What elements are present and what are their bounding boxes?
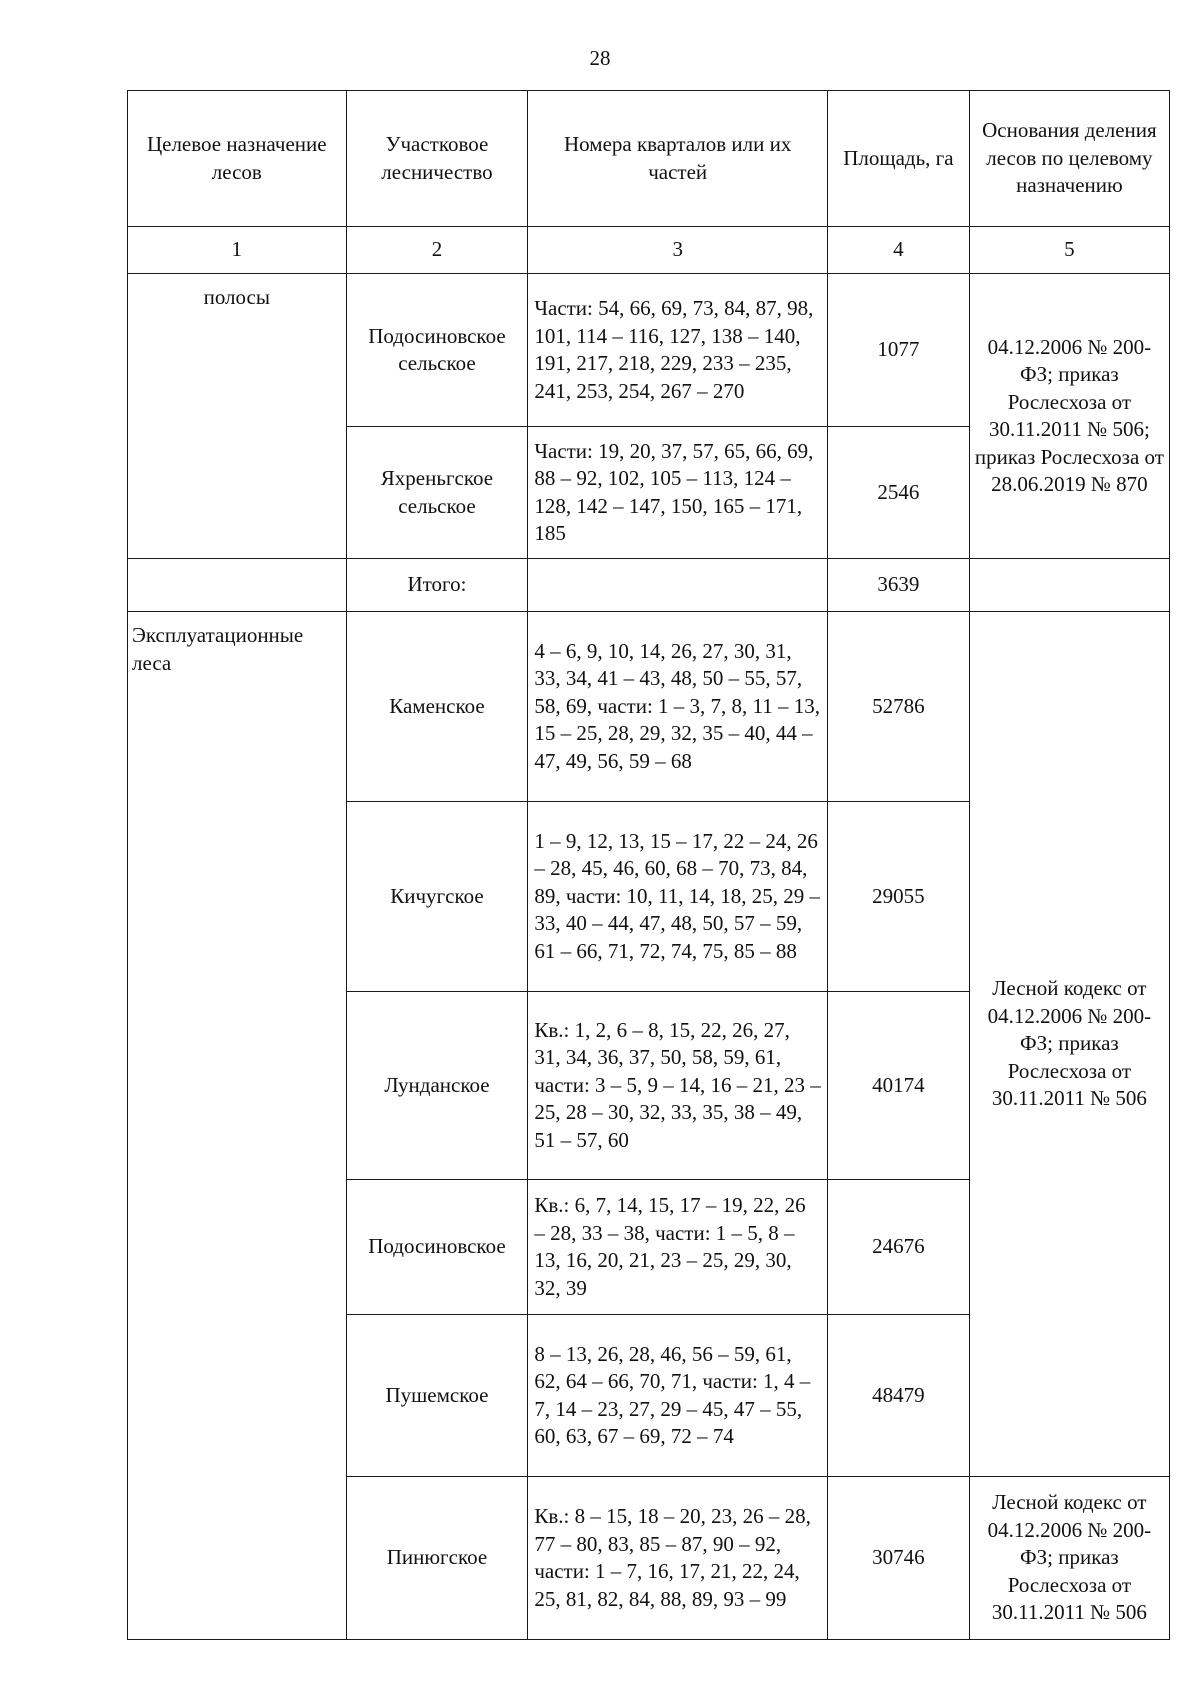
area-cell: 40174 xyxy=(828,992,970,1180)
quarters-cell: Кв.: 8 – 15, 18 – 20, 23, 26 – 28, 77 – 80, 83, 85 – 87, 90 – 92, части: 1 – 7, 16, 17, 21, 22, 24, 25, 81, 82, 84, 88, 89, 93 – 99 xyxy=(528,1477,828,1640)
district-cell: Кичугское xyxy=(346,802,528,992)
basis-cell: Лесной кодекс от 04.12.2006 № 200-ФЗ; приказ Рослесхоза от 30.11.2011 № 506 xyxy=(969,1477,1169,1640)
district-cell: Подосиновское xyxy=(346,1180,528,1315)
area-cell: 30746 xyxy=(828,1477,970,1640)
column-number: 2 xyxy=(346,227,528,274)
column-number: 4 xyxy=(828,227,970,274)
district-cell: Подосиновское сельское xyxy=(346,274,528,427)
column-number: 3 xyxy=(528,227,828,274)
column-number: 5 xyxy=(969,227,1169,274)
total-area: 3639 xyxy=(828,559,970,612)
table-row xyxy=(128,274,1170,427)
quarters-cell: 8 – 13, 26, 28, 46, 56 – 59, 61, 62, 64 – 66, 70, 71, части: 1, 4 – 7, 14 – 23, 27, 29 – 45, 47 – 55, 60, 63, 67 – 69, 72 – 74 xyxy=(528,1315,828,1477)
district-cell: Пушемское xyxy=(346,1315,528,1477)
basis-cell: 04.12.2006 № 200-ФЗ; приказ Рослесхоза от 30.11.2011 № 506; приказ Рослесхоза от 28.06.2019 № 870 xyxy=(969,274,1169,559)
district-cell: Пинюгское xyxy=(346,1477,528,1640)
quarters-cell: Кв.: 1, 2, 6 – 8, 15, 22, 26, 27, 31, 34, 36, 37, 50, 58, 59, 61, части: 3 – 5, 9 – 14, 16 – 21, 23 – 25, 28 – 30, 32, 33, 35, 38 – 49, 51 – 57, 60 xyxy=(528,992,828,1180)
header-purpose: Целевое назначение лесов xyxy=(128,91,347,227)
district-cell: Лунданское xyxy=(346,992,528,1180)
district-cell: Каменское xyxy=(346,612,528,802)
area-cell: 29055 xyxy=(828,802,970,992)
area-cell: 24676 xyxy=(828,1180,970,1315)
column-number: 1 xyxy=(128,227,347,274)
empty-cell xyxy=(969,559,1169,612)
header-basis: Основания деления лесов по целевому назначению xyxy=(969,91,1169,227)
purpose-cell: полосы xyxy=(128,274,347,559)
total-label: Итого: xyxy=(346,559,528,612)
header-district: Участковое лесничество xyxy=(346,91,528,227)
header-area: Площадь, га xyxy=(828,91,970,227)
total-row xyxy=(128,559,1170,612)
area-cell: 48479 xyxy=(828,1315,970,1477)
quarters-cell: 4 – 6, 9, 10, 14, 26, 27, 30, 31, 33, 34, 41 – 43, 48, 50 – 55, 57, 58, 69, части: 1 – 3, 7, 8, 11 – 13, 15 – 25, 28, 29, 32, 35 – 40, 44 – 47, 49, 56, 59 – 68 xyxy=(528,612,828,802)
empty-cell xyxy=(528,559,828,612)
quarters-cell: Части: 19, 20, 37, 57, 65, 66, 69, 88 – 92, 102, 105 – 113, 124 – 128, 142 – 147, 150, 165 – 171, 185 xyxy=(528,427,828,559)
page-number: 28 xyxy=(589,46,611,70)
basis-cell: Лесной кодекс от 04.12.2006 № 200-ФЗ; приказ Рослесхоза от 30.11.2011 № 506 xyxy=(969,612,1169,1477)
table-row xyxy=(128,612,1170,802)
empty-cell xyxy=(128,559,347,612)
header-quarters: Номера кварталов или их частей xyxy=(528,91,828,227)
area-cell: 2546 xyxy=(828,427,970,559)
district-cell: Яхреньгское сельское xyxy=(346,427,528,559)
header-row xyxy=(128,91,1170,227)
quarters-cell: Части: 54, 66, 69, 73, 84, 87, 98, 101, 114 – 116, 127, 138 – 140, 191, 217, 218, 229, 233 – 235, 241, 253, 254, 267 – 270 xyxy=(528,274,828,427)
quarters-cell: 1 – 9, 12, 13, 15 – 17, 22 – 24, 26 – 28, 45, 46, 60, 68 – 70, 73, 84, 89, части: 10, 11, 14, 18, 25, 29 – 33, 40 – 44, 47, 48, 50, 57 – 59, 61 – 66, 71, 72, 74, 75, 85 – 88 xyxy=(528,802,828,992)
column-number-row xyxy=(128,227,1170,274)
area-cell: 52786 xyxy=(828,612,970,802)
quarters-cell: Кв.: 6, 7, 14, 15, 17 – 19, 22, 26 – 28, 33 – 38, части: 1 – 5, 8 – 13, 16, 20, 21, 23 – 25, 29, 30, 32, 39 xyxy=(528,1180,828,1315)
forest-purpose-table xyxy=(127,90,1170,1640)
purpose-cell: Эксплуатационные леса xyxy=(128,612,347,1640)
area-cell: 1077 xyxy=(828,274,970,427)
